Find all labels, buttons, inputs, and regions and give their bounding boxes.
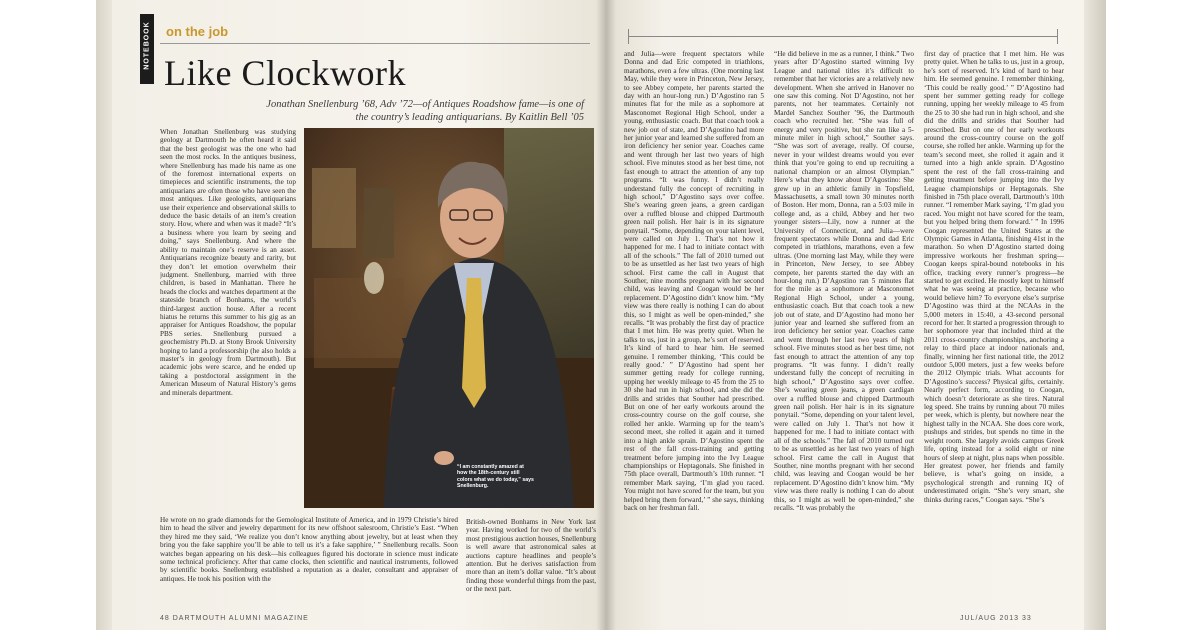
right-column-2 <box>774 50 914 612</box>
spine-shadow <box>596 0 616 630</box>
top-rule <box>628 36 1058 37</box>
kicker-rule <box>160 43 590 44</box>
left-third-column <box>466 518 596 612</box>
portrait-photo <box>304 128 594 508</box>
left-third-paragraph: British-owned Bonhams in New York last year. Having worked for two of the world’s most prestigious auction houses, Snellenburg is well aware that astronomical sales at auctions capture headlines and people’s attention. But he derives satisfaction from more than an item’s dollar value. “It’s about finding those wonderful things from the past, or the next part. <box>466 518 596 594</box>
kicker: on the job <box>166 24 229 39</box>
right-column-1-paragraph: and Julia—were frequent spectators while Donna and dad Eric competed in triathlons, marathons, even a few ultras. (One morning last May, while they were in Princeton, New Jersey, to see Abbey compete, her parents started the day with an hour-long run.) D’Agostino ran 5 minutes flat for the mile as a sophomore at Masconomet Regional High School, under a young, enthusiastic coach. But that coach took a new job out of state, and D’Agostino had more her junior year and learned she suffered from an iron deficiency her senior year. Coaches came and went through her last two years of high school. Five minutes stood as her best time, not fast enough to attract the attention of any top programs. “It was funny. I didn’t really understand fully the concept of recruiting in high school,” D’Agostino says over coffee. She’s wearing green jeans, a green cardigan over a ruffled blouse and chipped Dartmouth green nail polish. Her hair is in its signature ponytail. “Some, depending on your talent level, were called on July 1. That’s not how it happened for me. I had to initiate contact with all of the schools.” The fall of 2010 turned out to be as unsettled as her last two years of high school. First came the call in August that Souther, nine months pregnant with her second child, was leaving and Coogan would be her replacement. D’Agostino didn’t know him. “My view was there really is nothing I can do about this, so I might as well be open-minded,” she recalls. “It was probably the first day of practice that I met him. He was pretty quiet. When he talks to us, just in a group, he’s sort of reserved. It’s kind of hard to hear him. He seemed genuine. I remember thinking, ‘This could be really good.’ ” D’Agostino had spent her summer getting ready for college running, upping her weekly mileage to 45 from the 25 to 30 she had run in high school, and she did the drills and strides that Souther had prescribed. But on one of her early workouts around the cross-country course on the golf course, she rolled her ankle. Warming up for the team’s second meet, she rolled it again and it turned into a high ankle sprain. D’Agostino spent the rest of the fall cross-training and getting treatment before jumping into the Ivy League championships or Heptagonals. She finished in 75th place overall, Dartmouth’s 10th runner. “I remember Mark saying, ‘I’m glad you raced. You might not have scored for the team, but you helped bring them forward,’ ” she says, thinking back on her freshman fall. <box>624 50 764 512</box>
section-tab-label: NOTEBOOK <box>143 21 151 70</box>
right-column-3 <box>924 50 1064 612</box>
section-tab <box>140 14 154 84</box>
portrait-illustration <box>304 128 594 508</box>
headline: Like Clockwork <box>164 53 406 93</box>
right-page-edges <box>1084 0 1106 630</box>
left-folio: 48 DARTMOUTH ALUMNI MAGAZINE <box>160 615 309 622</box>
right-column-1 <box>624 50 764 612</box>
right-column-2-paragraph: “He did believe in me as a runner, I think.” Two years after D’Agostino started winning Ivy League and national titles it’s difficult to remember that her victories are a relatively new development. When she arrived in Hanover no one saw this coming. Not D’Agostino, not her parents, not her teammates. Certainly not Mardel Sanchez Souther ’96, the Dartmouth coach who recruited her. “She was full of energy and very positive, but she ran like a 5-minute miler in high school,” Souther says. “She was sort of average, really. Of course, never in your wildest dreams would you ever think that you’re going to end up recruiting a national champion or an almost Olympian.” Here’s what they know about D’Agostino: She grew up in an athletic family in Topsfield, Massachusetts, a small town 30 minutes north of Boston. Her mom, Donna, ran a 5:03 mile in college and, as a child, Abbey and her two younger sisters—Lily, now a runner at the University of Connecticut, and Julia—were frequent spectators while Donna and dad Eric competed in triathlons, marathons, even a few ultras. (One morning last May, while they were in Princeton, New Jersey, to see Abbey compete, her parents started the day with an hour-long run.) D’Agostino ran 5 minutes flat for the mile as a sophomore at Masconomet Regional High School, under a young, enthusiastic coach. But that coach took a new job out of state, and D’Agostino had mono her junior year and learned she suffered from an iron deficiency her senior year. Coaches came and went through her last two years of high school. Five minutes stood as her best time, not fast enough to attract the attention of any top programs. “It was funny. I didn’t really understand fully the concept of recruiting in high school,” D’Agostino says over coffee. She’s wearing green jeans, a green cardigan over a ruffled blouse and chipped Dartmouth green nail polish. Her hair is in its signature ponytail. “Some, depending on your talent level, were called on July 1. That’s not how it happened for me. I had to initiate contact with all of the schools.” The fall of 2010 turned out to be as unsettled as her last two years of high school. First came the call in August that Souther, nine months pregnant with her second child, was leaving and Coogan would be her replacement. D’Agostino didn’t know him. “My view was there really is nothing I can do about this, so I might as well be open-minded,” she recalls. “It was probably the <box>774 50 914 512</box>
left-column-paragraph: When Jonathan Snellenburg was studying geology at Dartmouth he often heard it said that the best geologist was the one who had seen the most rocks. In the antiques business, where Snellenburg has made his name as one of the foremost international experts on timepieces and scientific instruments, the top antiquarians are often those who have seen the most antiques. Like geologists, antiquarians use their experience and observational skills to deduce the basic details of an item’s creation story. How, where and when was it made? “It’s a business where you learn by seeing and doing,” says Snellenburg. And where the ability to maintain one’s reserve is an asset. Antiquarians recognize beauty and rarity, but they don’t let emotion overwhelm their judgment. Snellenburg, married with three children, is based in Manhattan. There he heads the clocks and watches department at the stateside branch of Bonhams, the world’s third-largest auction house. After a recent hiatus he returns this summer to his gig as an appraiser for Antiques Roadshow, the popular PBS series. Snellenburg pursued a geochemistry Ph.D. at Stony Brook University hoping to land a professorship (he also holds a master’s in geology from Dartmouth). But academic jobs were scarce, and he ended up taking a postdoctoral assignment in the American Museum of Natural History’s gems and minerals department. <box>160 128 296 397</box>
photo-caption: “I am constantly amazed at how the 18th-century still colors what we do today,” says Snellenburg. <box>457 464 534 490</box>
left-bottom-text <box>160 516 458 612</box>
right-folio: JUL/AUG 2013 33 <box>960 615 1032 622</box>
deck: Jonathan Snellenburg ’68, Adv ’72—of Antiques Roadshow fame—is one of the country’s leading antiquarians. By Kaitlin Bell ’05 <box>266 99 584 123</box>
left-column-text <box>160 128 296 513</box>
right-column-3-paragraph: first day of practice that I met him. He was pretty quiet. When he talks to us, just in a group, he’s sort of reserved. It’s kind of hard to hear him. He seemed genuine. I remember thinking, ‘This could be really good.’ ” D’Agostino had spent her summer getting ready for college running, upping her weekly mileage to 45 from the 25 to 30 she had run in high school, and she did the drills and strides that Souther had prescribed. But on one of her early workouts around the cross-country course on the golf course, she rolled her ankle. Warming up for the team’s second meet, she rolled it again and it turned into a high ankle sprain. D’Agostino spent the rest of the fall cross-training and getting treatment before jumping into the Ivy League championships or Heptagonals. She finished in 75th place overall, Dartmouth’s 10th runner. “I remember Mark saying, ‘I’m glad you raced. You might not have scored for the team, but you helped bring them forward.’ ” In 1996 Coogan represented the United States at the Olympic Games in Atlanta, finishing 41st in the marathon. So when D’Agostino started doing impressive workouts her freshman spring—Coogan keeps spiral-bound notebooks in his office, tracking every runner’s progress—he started to get excited. He mostly kept to himself what he was seeing at practice, because who would believe him? To everyone else’s surprise D’Agostino was third at the NCAAs in the 5,000 meters in 15:40, a 43-second personal record for her. It started a progression through to her sophomore year that included third at the 2011 cross-country championships, anchoring a relay to third place at indoor nationals and, finally, winning her first national title, the 2012 outdoor 5,000 meters, just a few weeks before the 2012 Olympic trials. What accounts for D’Agostino’s success? Physical gifts, certainly. Nearly perfect form, according to Coogan, which doesn’t deteriorate as she tires. Natural leg speed. She trains by running about 70 miles per week, which is plenty, but nowhere near the highest tally in the NCAA. She does core work, pushups and strides, but spends no time in the weight room. She largely avoids campus Greek life, opting instead for a solid eight or nine hours of sleep at night, plus naps when possible. Her greatest power, her friends and family believe, is what’s going on inside, a psychological strength and running IQ of underestimated origin. “She’s very smart, she thinks during races,” Coogan says. “She’s <box>924 50 1064 504</box>
left-bottom-paragraph: He wrote on no grade diamonds for the Gemological Institute of America, and in 1979 Christie’s hired him to head the silver and jewelry department for its new offshoot salesroom, Christie’s East. “When they hired me they said, ‘We realize you don’t know anything about jewelry, but at least when they bring you the fake sapphire you’ll be able to tell us it’s a fake sapphire,’ ” Snellenburg recalls. Soon watches began appearing on his desk—his colleagues figured his doctorate in science must indicate some technical proficiency. After that came clocks, then scientific and nautical instruments, followed by scientific books. Snellenburg established a reputation as a dealer, consultant and appraiser of antiques. He took his position with the <box>160 516 458 583</box>
